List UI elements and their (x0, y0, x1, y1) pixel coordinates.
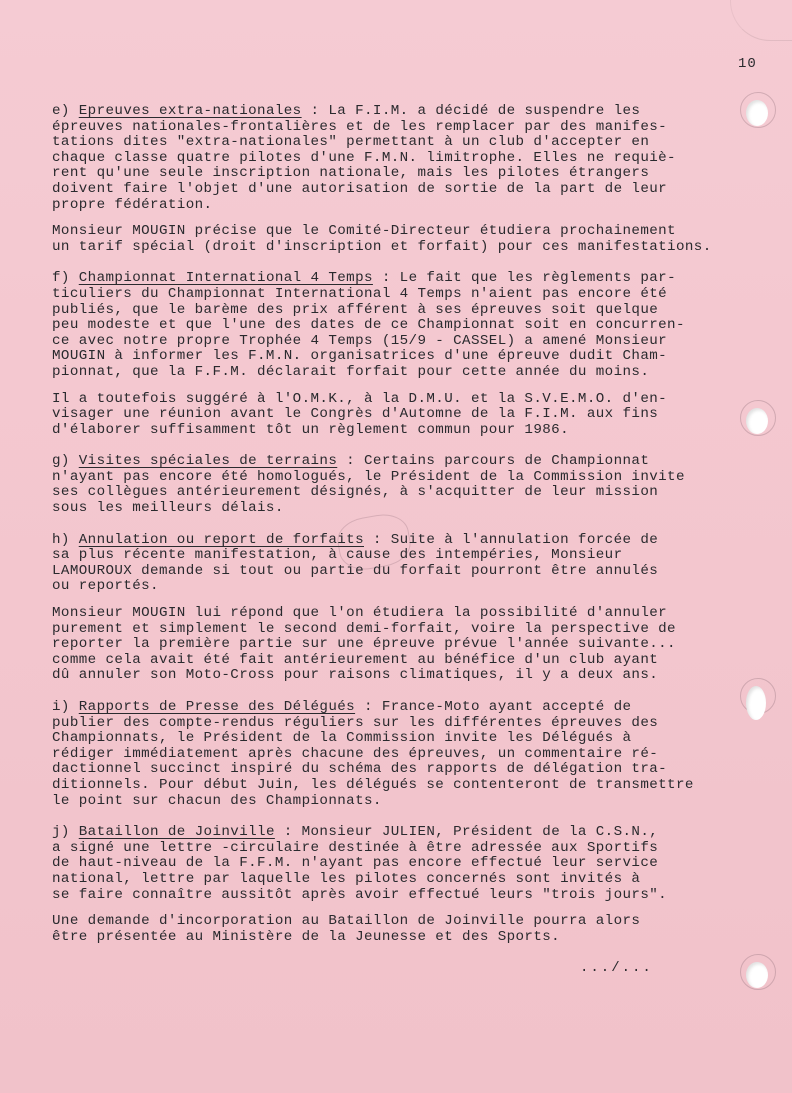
text-line: dû annuler son Moto-Cross pour raisons climatiques, il y a deux ans. (52, 667, 659, 684)
text-line: sous les meilleurs délais. (52, 500, 284, 517)
section-e-heading: Epreuves extra-nationales (78, 103, 302, 119)
section-g-marker: g) (52, 453, 79, 470)
document-body (52, 104, 764, 956)
text-line: propre fédération. (52, 196, 213, 213)
text-line: se faire connaître aussitôt après avoir effectué leurs "trois jours". (52, 886, 668, 903)
text-line: purement et simplement le second demi-forfait, voire la perspective de (52, 620, 676, 637)
text-line: Monsieur MOUGIN lui répond que l'on étudiera la possibilité d'annuler (52, 605, 668, 622)
punch-hole-4 (746, 962, 768, 988)
text-line: Il a toutefois suggéré à l'O.M.K., à la D.M.U. et la S.V.E.M.O. d'en- (52, 390, 668, 407)
page-corner-fold (730, 0, 792, 41)
text-line: chaque classe quatre pilotes d'une F.M.N. limitrophe. Elles ne requiè- (52, 149, 676, 166)
section-f-followup (52, 392, 764, 439)
text-line: d'élaborer suffisamment tôt un règlement commun pour 1986. (52, 421, 570, 438)
section-j-heading: Bataillon de Joinville (78, 824, 275, 841)
text-line: un tarif spécial (droit d'inscription et forfait) pour ces manifestations. (52, 238, 712, 255)
section-e-followup (52, 224, 764, 255)
text-line: visager une réunion avant le Congrès d'Automne de la F.I.M. aux fins (52, 406, 659, 423)
text-line: ce avec notre propre Trophée 4 Temps (15/9 - CASSEL) a amené Monsieur (52, 332, 668, 349)
text-line: être présentée au Ministère de la Jeunesse et des Sports. (52, 928, 561, 945)
text-line: ditionnels. Pour début Juin, les délégués se contenteront de transmettre (52, 776, 694, 793)
text-line: ticuliers du Championnat International 4 Temps n'aient pas encore été (52, 285, 668, 302)
text-line: tations dites "extra-nationales" permettant à un club d'accepter en (52, 134, 650, 151)
text-line: Une demande d'incorporation au Bataillon de Joinville pourra alors (52, 913, 641, 930)
text-line: comme cela avait été fait antérieurement au bénéfice d'un club ayant (52, 651, 659, 668)
section-j (52, 825, 764, 903)
section-f-marker: f) (52, 270, 79, 287)
text-line: publiés, que le barème des prix afférent à ses épreuves soit quelque (52, 301, 659, 318)
section-f (52, 271, 764, 380)
text-line: peu modeste et que l'une des dates de ce Championnat soit en concurren- (52, 317, 685, 334)
section-j-followup (52, 914, 764, 945)
section-e-intro: : La F.I.M. a décidé de suspendre les (301, 103, 641, 119)
text-line: ou reportés. (52, 578, 159, 595)
text-line: LAMOUROUX demande si tout ou partie du forfait pourront être annulés (52, 562, 659, 579)
section-h-heading: Annulation ou report de forfaits (78, 531, 364, 548)
text-line: de haut-niveau de la F.F.M. n'ayant pas encore effectué leur service (52, 855, 659, 872)
section-g-intro: : Certains parcours de Championnat (337, 453, 650, 470)
text-line: MOUGIN à informer les F.M.N. organisatrices d'une épreuve dudit Cham- (52, 348, 668, 365)
text-line: Championnats, le Président de la Commission invite les Délégués à (52, 730, 632, 747)
text-line: ses collègues antérieurement désignés, à s'acquitter de leur mission (52, 484, 659, 501)
section-j-intro: : Monsieur JULIEN, Président de la C.S.N., (274, 824, 659, 841)
text-line: épreuves nationales-frontalières et de les remplacer par des manifes- (52, 118, 668, 135)
text-line: rédiger immédiatement après chacune des épreuves, un commentaire ré- (52, 745, 659, 762)
section-e (52, 104, 764, 213)
section-i-marker: i) (52, 699, 79, 715)
text-line: reporter la première partie sur une épreuve prévue l'année suivante... (52, 636, 676, 653)
section-g (52, 454, 764, 516)
page-number: 10 (738, 56, 757, 72)
text-line: le point sur chacun des Championnats. (52, 792, 382, 809)
text-line: dactionnel succinct inspiré du schéma des rapports de délégation tra- (52, 761, 668, 778)
section-f-heading: Championnat International 4 Temps (78, 270, 373, 287)
section-i (52, 700, 764, 809)
section-j-marker: j) (52, 824, 79, 841)
section-h (52, 533, 764, 595)
text-line: rent qu'une seule inscription nationale, mais les pilotes étrangers (52, 165, 650, 182)
section-h-followup (52, 606, 764, 684)
text-line: Monsieur MOUGIN précise que le Comité-Directeur étudiera prochainement (52, 223, 676, 240)
section-e-marker: e) (52, 103, 79, 119)
text-line: a signé une lettre -circulaire destinée à être adressée aux Sportifs (52, 839, 659, 856)
section-g-heading: Visites spéciales de terrains (78, 453, 338, 470)
section-f-intro: : Le fait que les règlements par- (372, 270, 676, 287)
text-line: publier des compte-rendus réguliers sur les différentes épreuves des (52, 714, 659, 731)
text-line: sa plus récente manifestation, à cause des intempéries, Monsieur (52, 547, 623, 564)
section-i-intro: : France-Moto ayant accepté de (355, 699, 632, 715)
section-h-marker: h) (52, 531, 79, 548)
section-h-intro: : Suite à l'annulation forcée de (364, 531, 659, 548)
text-line: n'ayant pas encore été homologués, le Président de la Commission invite (52, 468, 685, 485)
text-line: pionnat, que la F.F.M. déclarait forfait pour cette année du moins. (52, 363, 650, 380)
text-line: national, lettre par laquelle les pilotes concernés sont invités à (52, 870, 641, 887)
section-i-heading: Rapports de Presse des Délégués (78, 699, 356, 715)
text-line: doivent faire l'objet d'une autorisation de sortie de la part de leur (52, 180, 668, 197)
continuation-marker: .../... (580, 960, 653, 976)
